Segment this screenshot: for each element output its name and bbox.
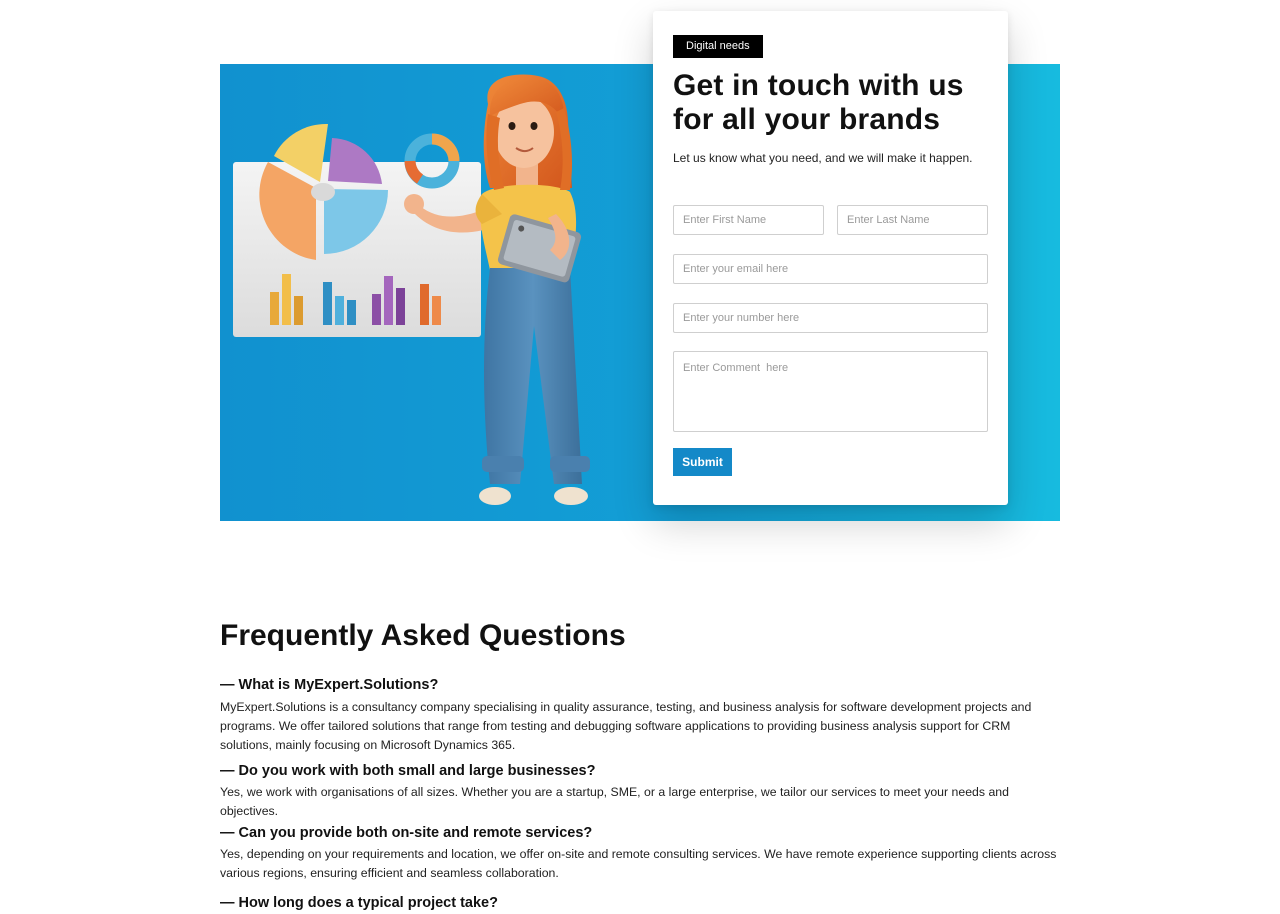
last-name-input[interactable]: [837, 205, 988, 235]
faq-question-1[interactable]: — What is MyExpert.Solutions?: [220, 677, 439, 693]
phone-number-input[interactable]: [673, 303, 988, 333]
faq-question-4[interactable]: — How long does a typical project take?: [220, 895, 498, 911]
email-input[interactable]: [673, 254, 988, 284]
contact-subtitle: Let us know what you need, and we will make it happen.: [673, 151, 973, 165]
comment-textarea[interactable]: [673, 351, 988, 432]
faq-question-2[interactable]: — Do you work with both small and large businesses?: [220, 763, 596, 779]
faq-question-3[interactable]: — Can you provide both on-site and remote services?: [220, 825, 593, 841]
faq-answer-2: Yes, we work with organisations of all sizes. Whether you are a startup, SME, or a large enterprise, we tailor our services to meet your needs and objectives.: [220, 785, 1009, 818]
submit-button[interactable]: Submit: [673, 448, 732, 476]
faq-answer-3: Yes, depending on your requirements and location, we offer on-site and remote consulting services. We have remote experience supporting clients across various regions, ensuring efficient and seamless collaboration.: [220, 847, 1057, 880]
faq-answer-1: MyExpert.Solutions is a consultancy company specialising in quality assurance, testing, and business analysis for software development projects and programs. We offer tailored solutions that range from testing and debugging software applications to providing business analysis support for CRM solutions, mainly focusing on Microsoft Dynamics 365.: [220, 700, 1032, 752]
contact-form-card: [653, 11, 1008, 505]
contact-title: Get in touch with us for all your brands: [673, 69, 964, 136]
digital-needs-badge: Digital needs: [673, 35, 763, 58]
faq-title: Frequently Asked Questions: [220, 619, 626, 652]
first-name-input[interactable]: [673, 205, 824, 235]
